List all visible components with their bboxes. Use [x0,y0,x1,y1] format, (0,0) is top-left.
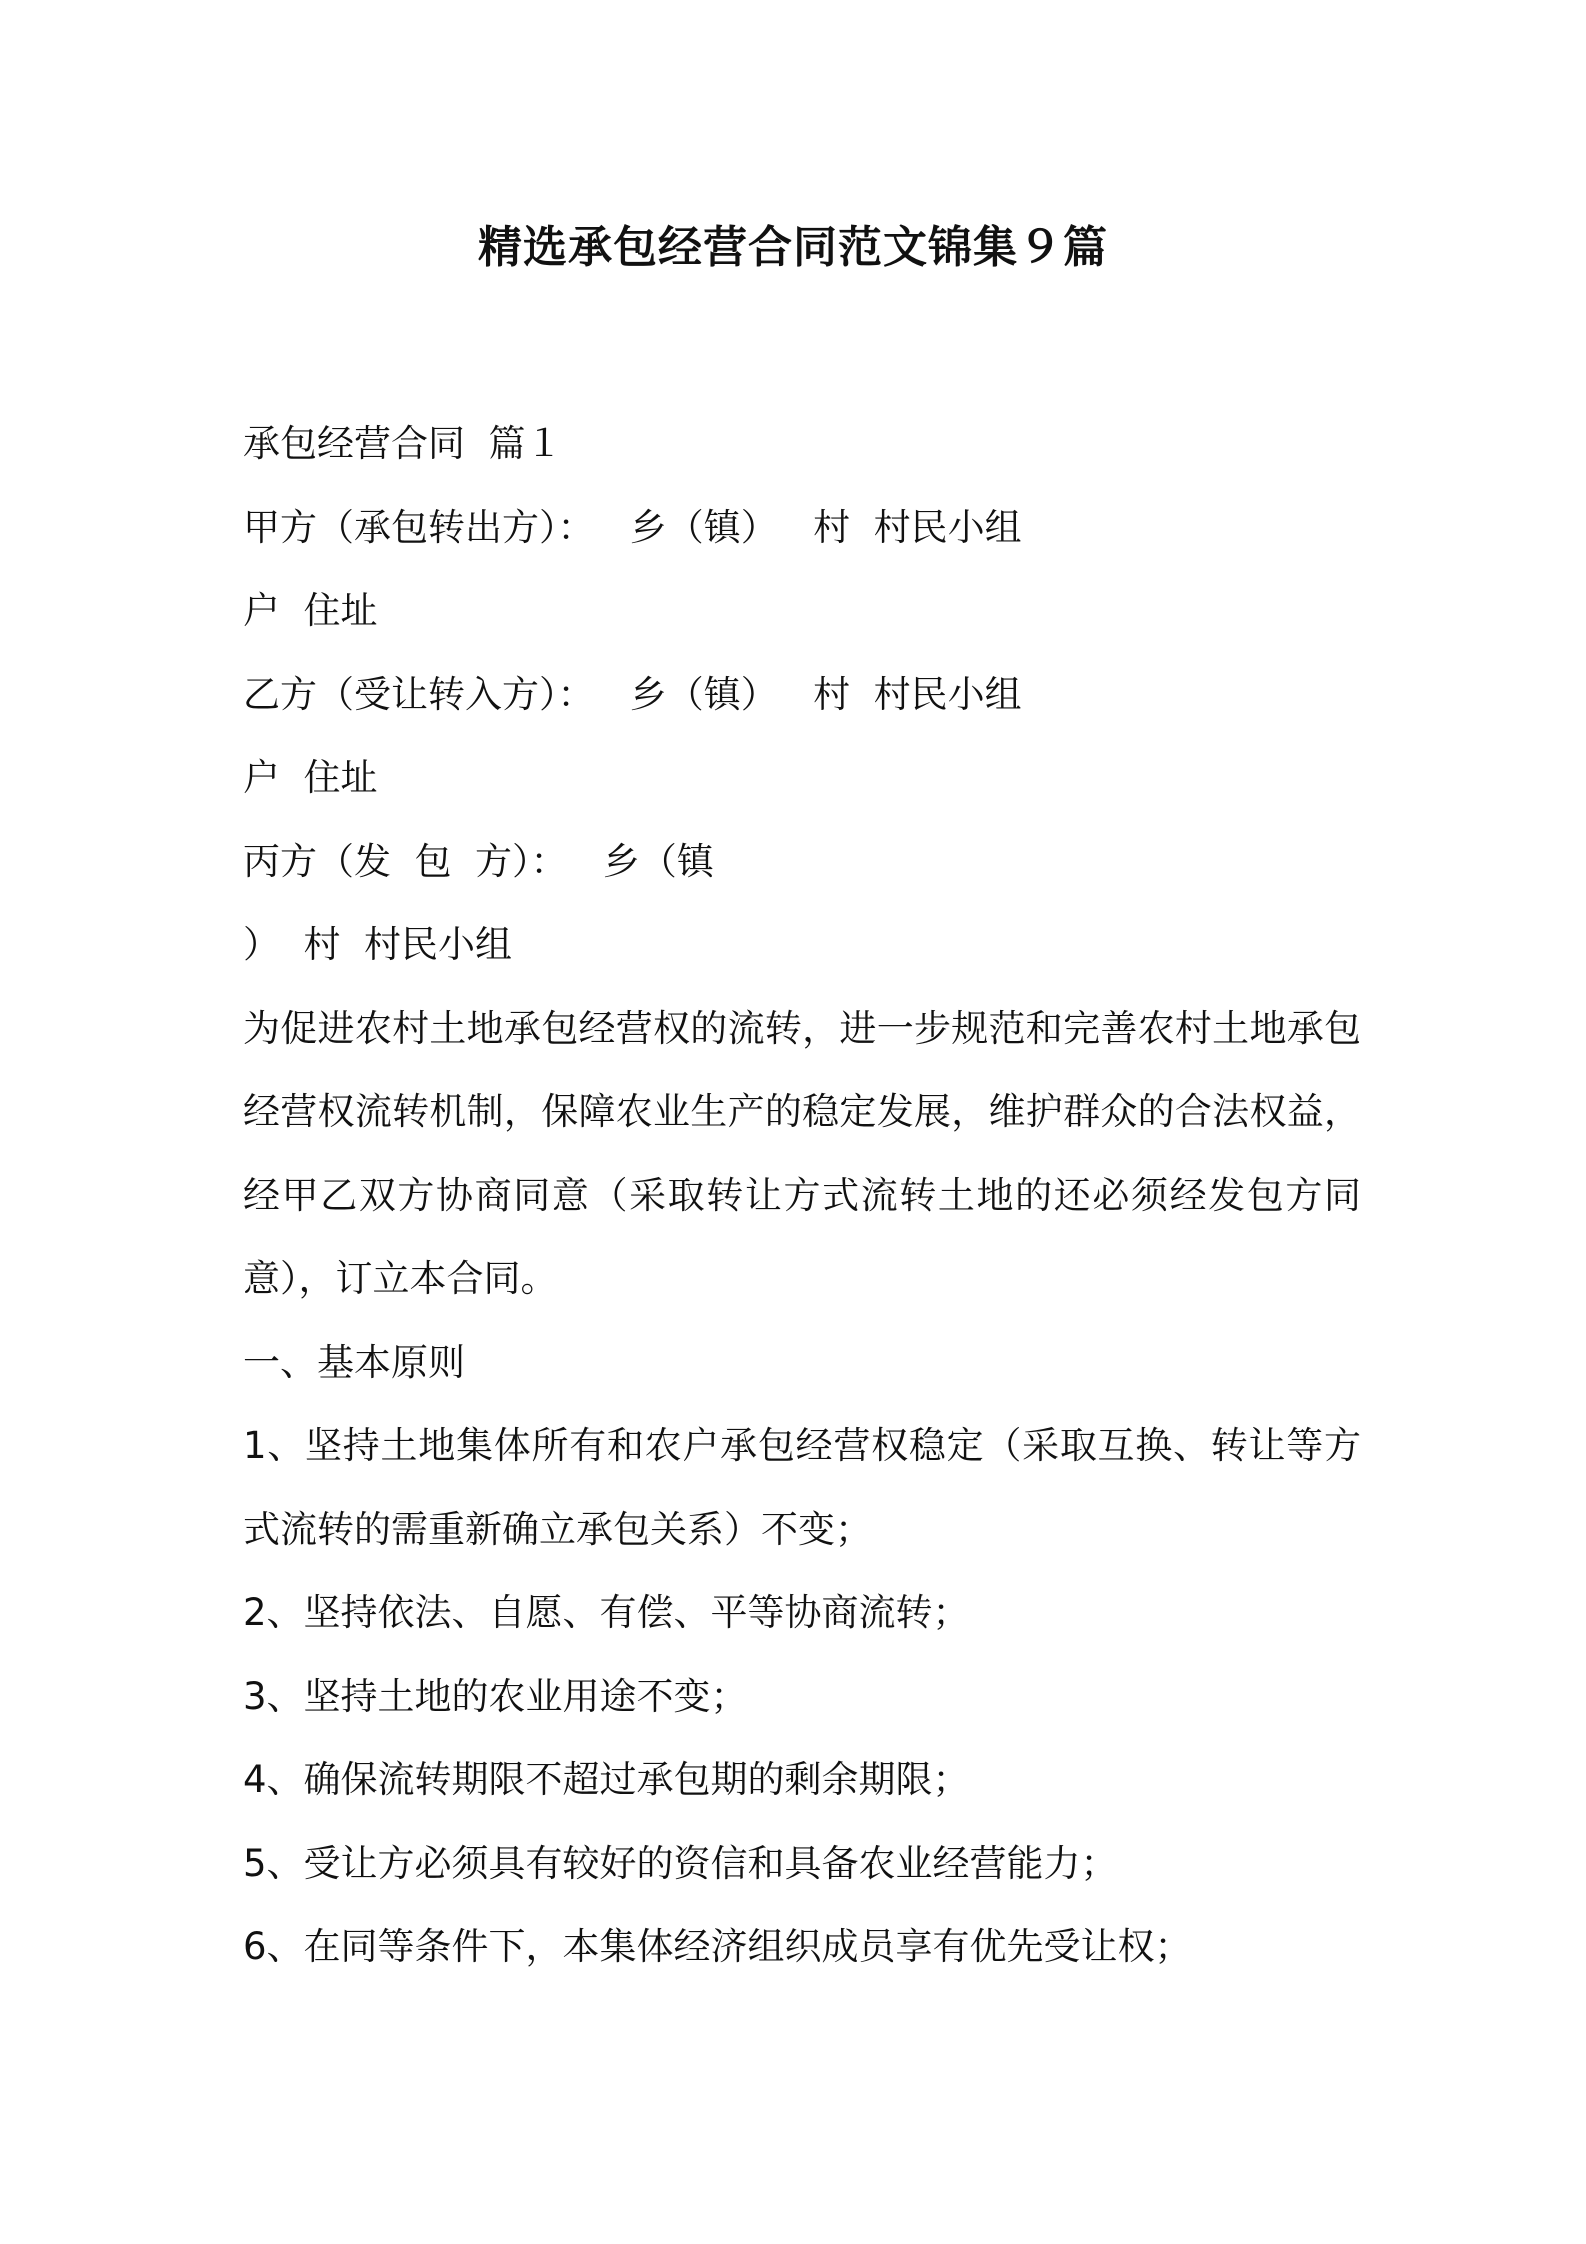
party-b-line: 乙方（受让转入方）： 乡（镇） 村 村民小组 [243,672,1022,716]
party-b-address-line: 户 住址 [243,756,378,799]
basic-principles-heading: 一、基本原则 [243,1340,465,1384]
principle-item: 6、在同等条件下，本集体经济组织成员享有优先受让权； [243,1925,1192,1968]
principle-item: 3、坚持土地的农业用途不变； [243,1674,748,1718]
principle-item: 2、坚持依法、自愿、有偿、平等协商流转； [243,1591,970,1634]
section-heading-part-1: 承包经营合同 篇１ [243,422,563,465]
principle-item: 4、确保流转期限不超过承包期的剩余期限； [243,1758,970,1801]
preamble-paragraph: 为促进农村土地承包经营权的流转，进一步规范和完善农村土地承包经营权流转机制，保障农业生产的稳定发展，维护群众的合法权益，经甲乙双方协商同意（采取转让方式流转土地的还必须经发包方同意），订立本合同。 [243,1006,1361,1300]
document-body [243,402,1361,1989]
party-a-address-line: 户 住址 [243,589,378,632]
party-c-continuation-line: ） 村 村民小组 [243,923,513,966]
principle-item: 1、坚持土地集体所有和农户承包经营权稳定（采取互换、转让等方式流转的需重新确立承包关系）不变； [243,1424,1361,1551]
principle-item: 5、受让方必须具有较好的资信和具备农业经营能力； [243,1841,1118,1885]
party-c-line: 丙方（发 包 方）： 乡（镇 [243,839,714,883]
party-a-line: 甲方（承包转出方）： 乡（镇） 村 村民小组 [243,505,1022,549]
document-title: 精选承包经营合同范文锦集９篇 [478,222,1108,273]
